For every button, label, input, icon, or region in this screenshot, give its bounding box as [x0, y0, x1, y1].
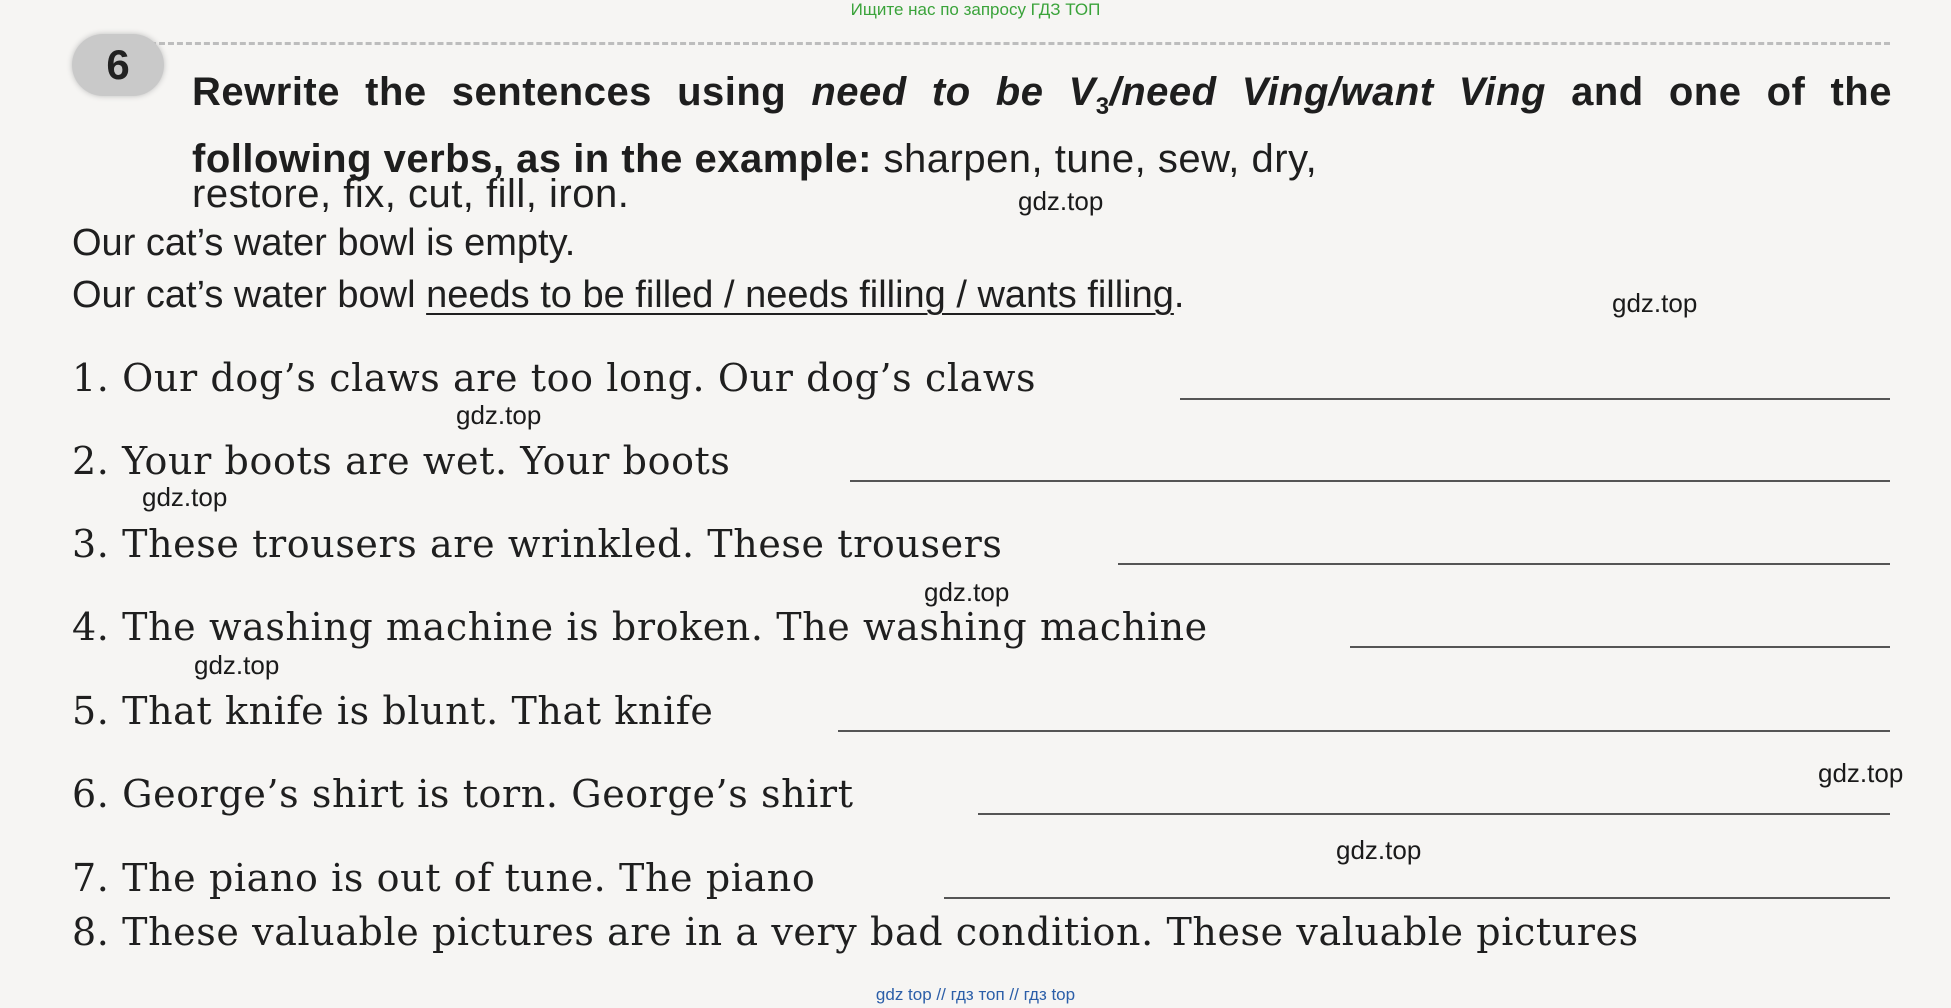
example-sentence: Our cat’s water bowl is empty. — [72, 222, 576, 264]
item-number: 5. — [72, 689, 110, 733]
item-text: George’s shirt is torn. George’s shirt — [122, 772, 854, 816]
exercise-item-8 — [72, 910, 1639, 954]
exercise-item-3 — [72, 522, 1003, 566]
answer-blank-5[interactable] — [838, 730, 1890, 732]
answer-blank-7[interactable] — [944, 897, 1890, 899]
item-text: The washing machine is broken. The washing machine — [122, 605, 1208, 649]
bottom-banner: gdz top // гдз топ // гдз top — [875, 985, 1076, 1004]
watermark: gdz.top — [924, 577, 1010, 607]
verb-list-2: restore, fix, cut, fill, iron. — [192, 172, 630, 216]
exercise-item-6 — [72, 772, 854, 816]
answer-blank-1[interactable] — [1180, 398, 1890, 400]
item-number: 8. — [72, 910, 110, 954]
top-divider — [150, 42, 1890, 45]
exercise-item-1 — [72, 356, 1036, 400]
exercise-item-4 — [72, 605, 1208, 649]
instruction-subscript: 3 — [1095, 93, 1110, 120]
watermark: gdz.top — [1018, 186, 1104, 216]
instruction-pattern-1: need to be V — [811, 70, 1096, 114]
watermark: gdz.top — [1818, 758, 1904, 788]
watermark: gdz.top — [142, 482, 228, 512]
instruction-text-2: and one of the following verbs, as in the example: — [192, 70, 1892, 181]
item-text: The piano is out of tune. The piano — [122, 856, 816, 900]
item-text: These trousers are wrinkled. These trousers — [122, 522, 1003, 566]
item-number: 4. — [72, 605, 110, 649]
item-text: These valuable pictures are in a very bad condition. These valuable pictures — [122, 910, 1639, 954]
answer-blank-2[interactable] — [850, 480, 1890, 482]
example-lead: Our cat’s water bowl — [72, 274, 427, 316]
example-trail: . — [1173, 274, 1185, 316]
answer-blank-6[interactable] — [978, 813, 1890, 815]
instruction-text-1: Rewrite the sentences using — [192, 70, 812, 114]
item-text: That knife is blunt. That knife — [122, 689, 714, 733]
item-text: Your boots are wet. Your boots — [122, 439, 731, 483]
exercise-number-badge — [72, 34, 164, 96]
item-number: 6. — [72, 772, 110, 816]
instruction-pattern-2: /need Ving/want Ving — [1109, 70, 1546, 114]
top-banner: Ищите нас по запросу ГДЗ ТОП — [850, 0, 1101, 19]
example-answer-line — [72, 274, 1184, 317]
item-number: 7. — [72, 856, 110, 900]
exercise-item-2 — [72, 439, 731, 483]
watermark: gdz.top — [1612, 288, 1698, 318]
exercise-item-5 — [72, 689, 713, 733]
watermark: gdz.top — [1336, 835, 1422, 865]
exercise-instruction — [192, 66, 1892, 185]
example-answer: needs to be filled / needs filling / wants filling — [426, 274, 1174, 316]
watermark: gdz.top — [194, 650, 280, 680]
watermark: gdz.top — [456, 400, 542, 430]
item-number: 1. — [72, 356, 110, 400]
item-number: 2. — [72, 439, 110, 483]
item-number: 3. — [72, 522, 110, 566]
answer-blank-3[interactable] — [1118, 563, 1890, 565]
item-text: Our dog’s claws are too long. Our dog’s claws — [122, 356, 1037, 400]
answer-blank-4[interactable] — [1350, 646, 1890, 648]
exercise-item-7 — [72, 856, 815, 900]
verb-list-1: sharpen, tune, sew, dry, — [871, 137, 1318, 181]
exercise-number: 6 — [106, 41, 130, 88]
